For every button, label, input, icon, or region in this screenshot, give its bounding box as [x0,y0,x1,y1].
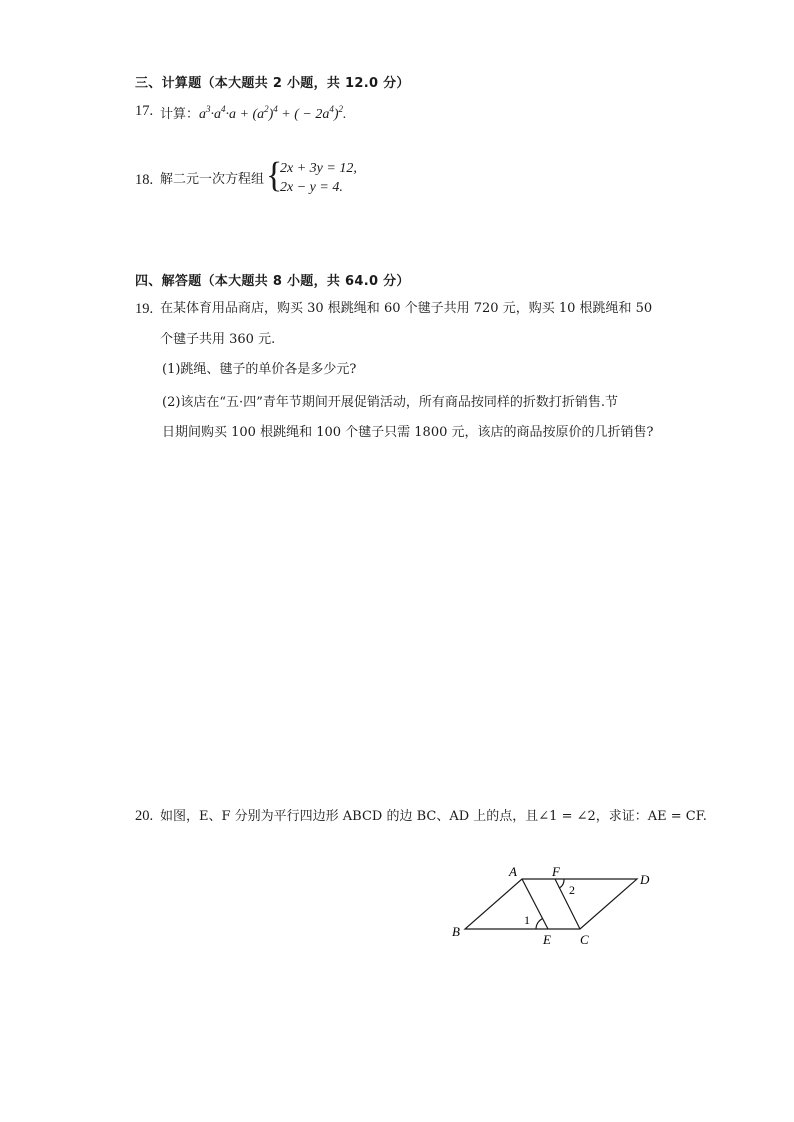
q19-number: 19. [135,301,154,317]
q17-number: 17. [135,103,154,119]
q19-line-2: 个毽子共用 360 元. [160,332,276,347]
q17-prefix: 计算： [160,107,200,122]
q20-number: 20. [135,808,154,824]
label-angle-1: 1 [524,913,530,927]
q17-content [160,103,347,123]
section-4-title: 四、解答题（本大题共 8 小题，共 64.0 分） [135,274,410,289]
q20-text: 如图，E、F 分别为平行四边形 ABCD 的边 BC、AD 上的点，且∠1 = ∠2，求证：AE = CF. [160,809,707,824]
equation-system-brace: { [266,156,283,195]
label-f: F [552,864,560,879]
q19-part-2-line-1: (2)该店在“五·四”青年节期间开展促销活动，所有商品按同样的折数打折销售.节 [162,395,618,410]
q18-equation-2: 2x − y = 4. [280,180,343,195]
segment-fc [555,879,580,929]
angle-2-arc [560,879,565,888]
q18-equation-1: 2x + 3y = 12, [280,161,357,176]
section-3-title: 三、计算题（本大题共 2 小题，共 12.0 分） [135,76,410,91]
q17-expression: $a^3\cdot a^4\cdot a + (a^2)^4$ + ( − $2a^4)^2$. [199,104,347,122]
q18-prefix: 解二元一次方程组 [160,172,265,187]
q18-number: 18. [135,172,154,188]
label-e: E [543,932,551,947]
label-d: D [640,872,650,887]
parallelogram-figure [440,858,690,953]
q19-line-1: 在某体育用品商店，购买 30 根跳绳和 60 个毽子共用 720 元，购买 10 根跳绳和 50 [160,301,653,316]
q19-part-1: (1)跳绳、毽子的单价各是多少元? [162,362,357,377]
label-a: A [509,864,517,879]
label-c: C [580,932,589,947]
q19-part-2-line-2: 日期间购买 100 根跳绳和 100 个毽子只需 1800 元，该店的商品按原价的几折销售? [162,425,654,440]
label-b: B [452,924,460,939]
label-angle-2: 2 [569,883,575,897]
parallelogram-abcd [465,879,637,929]
angle-1-arc [536,918,543,929]
